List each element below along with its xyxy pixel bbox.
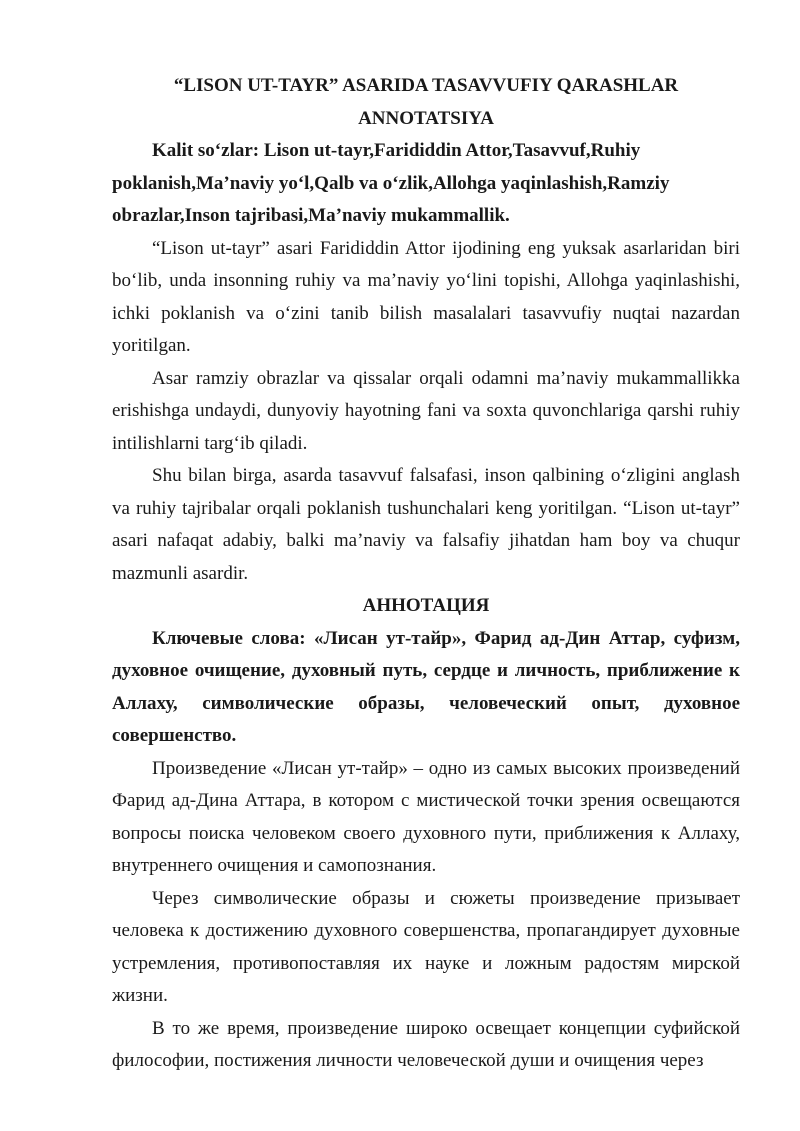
ru-paragraph-2: Через символические образы и сюжеты произведение призывает человека к достижению духовного совершенства, пропагандирует духовные устремления, противопоставляя их науке и ложным радостям мирской жизни.	[112, 887, 740, 1006]
uz-paragraph-1: “Lison ut-tayr” asari Farididdin Attor ijodining eng yuksak asarlaridan biri bo‘lib, unda insonning ruhiy va ma’naviy yo‘lini topishi, Allohga yaqinlashishi, ichki poklanish va o‘zini tanib bilish masalalari tasavvufiy nuqtai nazardan yoritilgan.	[112, 237, 740, 356]
uz-annotation-heading: ANNOTATSIYA	[358, 107, 494, 129]
uz-keywords: Kalit so‘zlar: Lison ut-tayr,Farididdin Attor,Tasavvuf,Ruhiy poklanish,Ma’naviy yo‘l,Qalb va o‘zlik,Allohga yaqinlashish,Ramziy obrazlar,Inson tajribasi,Ma’naviy mukammallik.	[112, 140, 670, 226]
ru-paragraph-1: Произведение «Лисан ут-тайр» – одно из самых высоких произведений Фарид ад-Дина Аттара, в котором с мистической точки зрения освещаются вопросы поиска человеком своего духовного пути, приближения к Аллаху, внутреннего очищения и самопознания.	[112, 757, 740, 876]
ru-paragraph-3: В то же время, произведение широко освещает концепции суфийской философии, постижения личности человеческой души и очищения через	[112, 1017, 740, 1071]
ru-annotation-heading: АННОТАЦИЯ	[362, 595, 490, 616]
uz-paragraph-2: Asar ramziy obrazlar va qissalar orqali odamni ma’naviy mukammallikka erishishga undaydi, dunyoviy hayotning fani va soxta quvonchlariga qarshi ruhiy intilishlarni targ‘ib qiladi.	[112, 367, 740, 454]
ru-keywords: Ключевые слова: «Лисан ут-тайр», Фарид ад-Дин Аттар, суфизм, духовное очищение, духовный путь, сердце и личность, приближение к Аллаху, символические образы, человеческий опыт, духовное совершенство.	[112, 627, 740, 746]
uz-paragraph-3: Shu bilan birga, asarda tasavvuf falsafasi, inson qalbining o‘zligini anglash va ruhiy tajribalar orqali poklanish tushunchalari keng yoritilgan. “Lison ut-tayr” asari nafaqat adabiy, balki ma’naviy va falsafiy jihatdan ham boy va chuqur mazmunli asardir.	[112, 465, 740, 584]
article-title: “LISON UT-TAYR” ASARIDA TASAVVUFIY QARASHLAR	[173, 75, 679, 96]
